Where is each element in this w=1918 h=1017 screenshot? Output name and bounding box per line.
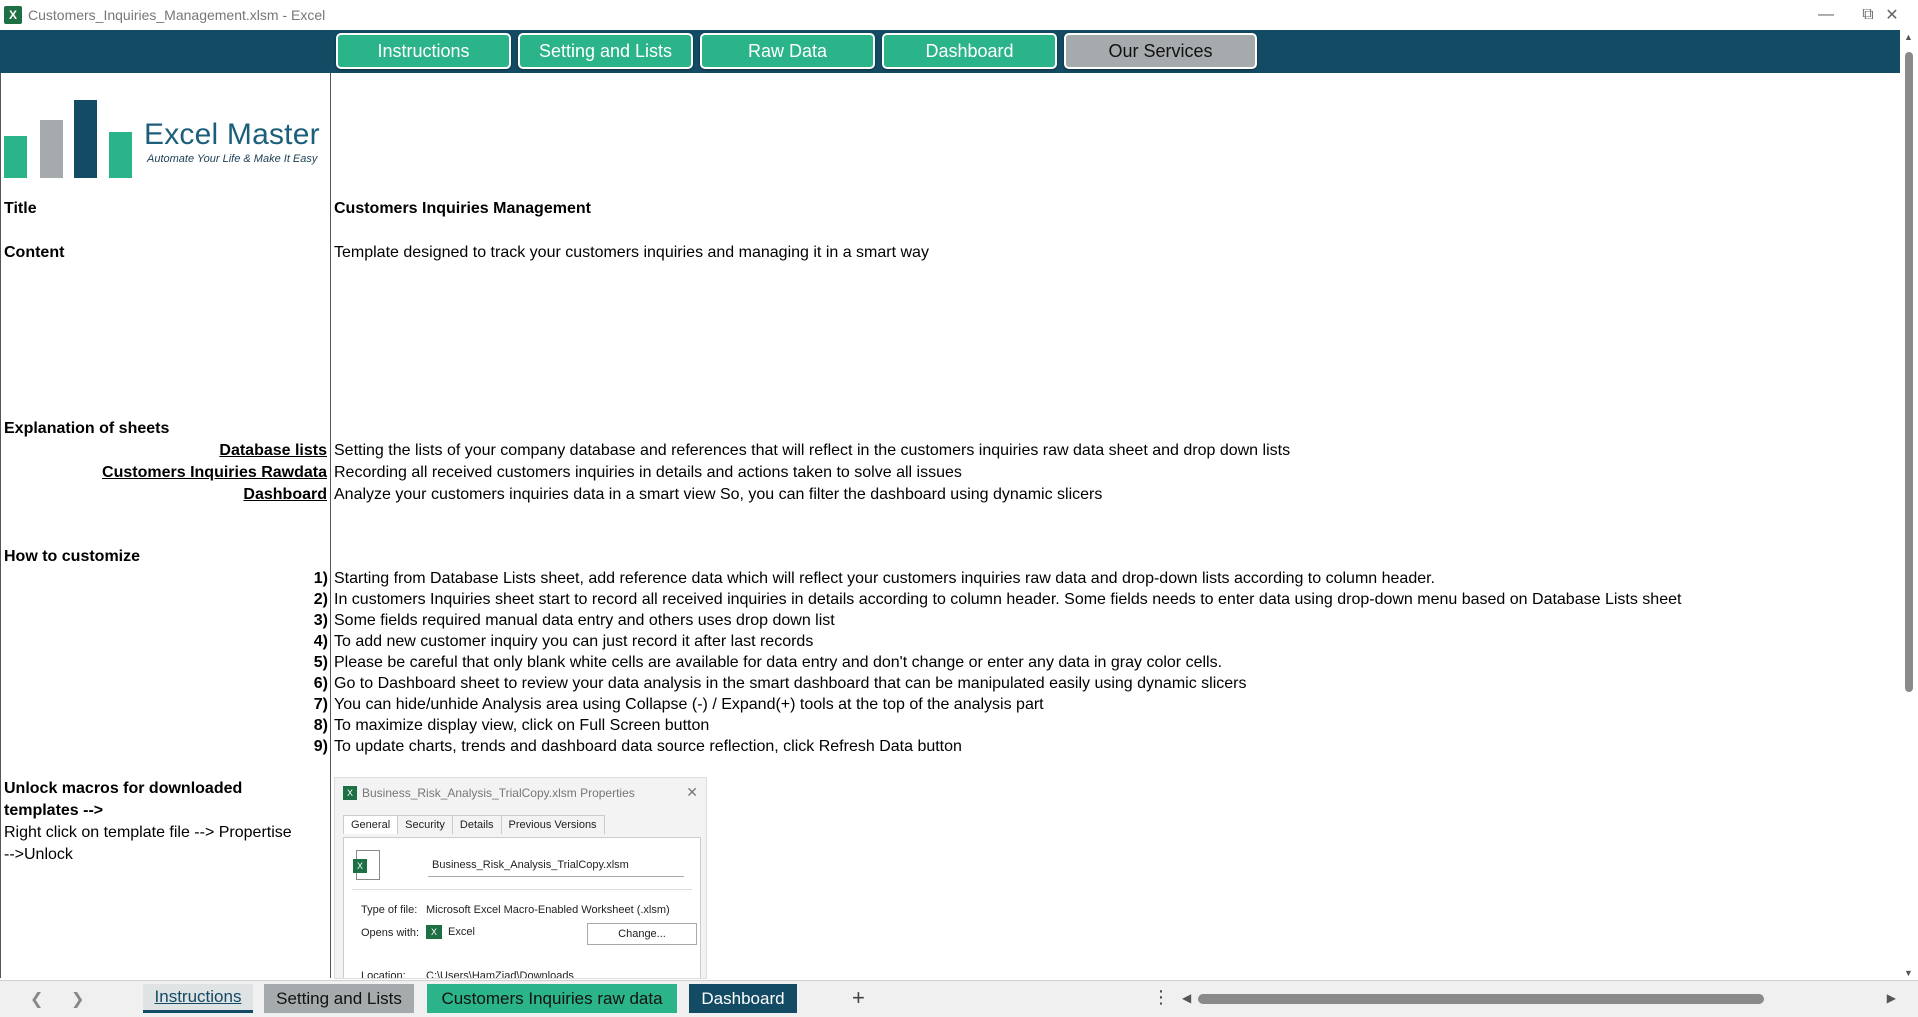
dialog-tab-general: General — [343, 815, 398, 834]
excel-badge-icon: X — [353, 859, 367, 873]
logo-tagline: Automate Your Life & Make It Easy — [147, 153, 318, 165]
type-of-file-value: Microsoft Excel Macro-Enabled Worksheet (.xlsm) — [426, 904, 670, 916]
nav-button-our-services[interactable]: Our Services — [1064, 33, 1257, 69]
sheet-tab-instructions[interactable]: Instructions — [143, 984, 253, 1013]
dialog-title — [343, 786, 635, 800]
unlock-instruction-line2: -->Unlock — [4, 846, 73, 863]
minimize-icon[interactable]: — — [1818, 6, 1834, 23]
excel-file-icon: X — [343, 786, 357, 800]
logo-bar-1 — [4, 136, 27, 178]
content-value: Template designed to track your customers inquiries and managing it in a smart way — [334, 244, 929, 261]
step-text: In customers Inquiries sheet start to record all received inquiries in details according to column header. Some fields needs to enter data using drop-down menu based on Database Lists sheet — [334, 591, 1682, 608]
step-number: 1) — [313, 570, 328, 587]
location-value: C:\Users\HamZiad\Downloads — [426, 970, 574, 979]
sheet-tab-dashboard[interactable]: Dashboard — [689, 984, 797, 1013]
step-text: You can hide/unhide Analysis area using Collapse (-) / Expand(+) tools at the top of the analysis part — [334, 696, 1044, 713]
location-label: Location: — [361, 970, 406, 979]
nav-button-setting-and-lists[interactable]: Setting and Lists — [518, 33, 693, 69]
link-database-lists[interactable]: Database lists — [219, 442, 327, 459]
opens-with-label: Opens with: — [361, 927, 420, 939]
step-text: To maximize display view, click on Full Screen button — [334, 717, 710, 734]
title-bar — [0, 0, 1918, 30]
step-text: To add new customer inquiry you can just record it after last records — [334, 633, 814, 650]
tab-scroll-right-icon[interactable]: ❯ — [71, 991, 85, 1008]
excel-master-logo — [4, 88, 334, 178]
dialog-filename: Business_Risk_Analysis_TrialCopy.xlsm — [428, 855, 684, 877]
step-number: 5) — [313, 654, 328, 671]
column-border-left — [0, 73, 1, 978]
window-title: Customers_Inquiries_Management.xlsm - Excel — [28, 7, 326, 23]
type-of-file-label: Type of file: — [361, 904, 418, 916]
scroll-right-icon[interactable]: ▶ — [1886, 991, 1896, 1005]
tab-scroll-left-icon[interactable]: ❮ — [30, 991, 44, 1008]
link-dashboard[interactable]: Dashboard — [243, 486, 327, 503]
logo-bar-2 — [40, 120, 63, 178]
horizontal-scroll-thumb[interactable] — [1198, 994, 1764, 1004]
file-icon — [356, 850, 380, 880]
logo-bar-4 — [109, 132, 132, 178]
customize-label: How to customize — [4, 548, 141, 565]
sheet-tab-bar — [0, 980, 1918, 1017]
vertical-scroll-thumb[interactable] — [1905, 52, 1913, 692]
opens-with-value: X Excel — [426, 925, 475, 939]
excel-app-icon: X — [426, 925, 442, 939]
add-sheet-icon[interactable]: + — [852, 985, 865, 1010]
desc-customers-inquiries-rawdata: Recording all received customers inquiries in details and actions taken to solve all issues — [334, 464, 962, 481]
properties-dialog-image — [334, 777, 707, 979]
desc-database-lists: Setting the lists of your company database and references that will reflect in the customers inquiries raw data sheet and drop down lists — [334, 442, 1291, 459]
logo-bar-3 — [74, 100, 97, 178]
scroll-down-icon[interactable]: ▼ — [1904, 968, 1913, 978]
step-text: Please be careful that only blank white cells are available for data entry and don't change or enter any data in gray color cells. — [334, 654, 1223, 671]
vertical-scrollbar[interactable] — [1900, 30, 1918, 980]
step-text: To update charts, trends and dashboard data source reflection, click Refresh Data button — [334, 738, 962, 755]
excel-app-icon: X — [4, 6, 22, 24]
scroll-left-icon[interactable]: ◀ — [1182, 991, 1192, 1005]
unlock-label-line2: templates --> — [4, 802, 104, 819]
title-value: Customers Inquiries Management — [334, 200, 591, 217]
dialog-divider — [352, 889, 692, 890]
nav-button-raw-data[interactable]: Raw Data — [700, 33, 875, 69]
logo-name: Excel Master — [144, 118, 320, 151]
dialog-title-text: Business_Risk_Analysis_TrialCopy.xlsm Properties — [362, 786, 635, 800]
step-number: 6) — [313, 675, 328, 692]
dialog-tab-details: Details — [452, 815, 502, 834]
unlock-instruction-line1: Right click on template file --> Propertise — [4, 824, 292, 841]
step-number: 9) — [313, 738, 328, 755]
dialog-tabs — [343, 815, 604, 834]
sheet-tab-setting-and-lists[interactable]: Setting and Lists — [264, 984, 414, 1013]
dialog-panel — [343, 837, 701, 979]
link-customers-inquiries-rawdata[interactable]: Customers Inquiries Rawdata — [102, 464, 327, 481]
change-button: Change... — [587, 923, 697, 945]
restore-icon[interactable]: ⧉ — [1862, 6, 1874, 23]
nav-button-instructions[interactable]: Instructions — [336, 33, 511, 69]
step-number: 2) — [313, 591, 328, 608]
scroll-up-icon[interactable]: ▲ — [1904, 32, 1913, 42]
sheet-tab-customers-inquiries-raw-data[interactable]: Customers Inquiries raw data — [427, 984, 677, 1013]
step-number: 3) — [313, 612, 328, 629]
step-number: 7) — [313, 696, 328, 713]
dialog-tab-security: Security — [397, 815, 453, 834]
horizontal-scrollbar[interactable] — [1180, 991, 1898, 1007]
column-divider — [330, 73, 331, 978]
close-icon: ✕ — [686, 784, 698, 800]
step-number: 8) — [313, 717, 328, 734]
more-options-icon[interactable]: ⋮ — [1152, 987, 1170, 1007]
step-text: Some fields required manual data entry and others uses drop down list — [334, 612, 835, 629]
content-label: Content — [4, 244, 65, 261]
desc-dashboard: Analyze your customers inquiries data in a smart view So, you can filter the dashboard using dynamic slicers — [334, 486, 1103, 503]
step-number: 4) — [313, 633, 328, 650]
nav-button-dashboard[interactable]: Dashboard — [882, 33, 1057, 69]
explanation-label: Explanation of sheets — [4, 420, 170, 437]
title-label: Title — [4, 200, 37, 217]
dialog-tab-previous-versions: Previous Versions — [501, 815, 605, 834]
unlock-label-line1: Unlock macros for downloaded — [4, 780, 243, 797]
step-text: Go to Dashboard sheet to review your data analysis in the smart dashboard that can be manipulated easily using dynamic slicers — [334, 675, 1247, 692]
nav-band — [0, 30, 1900, 73]
step-text: Starting from Database Lists sheet, add reference data which will reflect your customers inquiries raw data and drop-down lists according to column header. — [334, 570, 1435, 587]
close-icon[interactable]: ✕ — [1885, 7, 1899, 24]
